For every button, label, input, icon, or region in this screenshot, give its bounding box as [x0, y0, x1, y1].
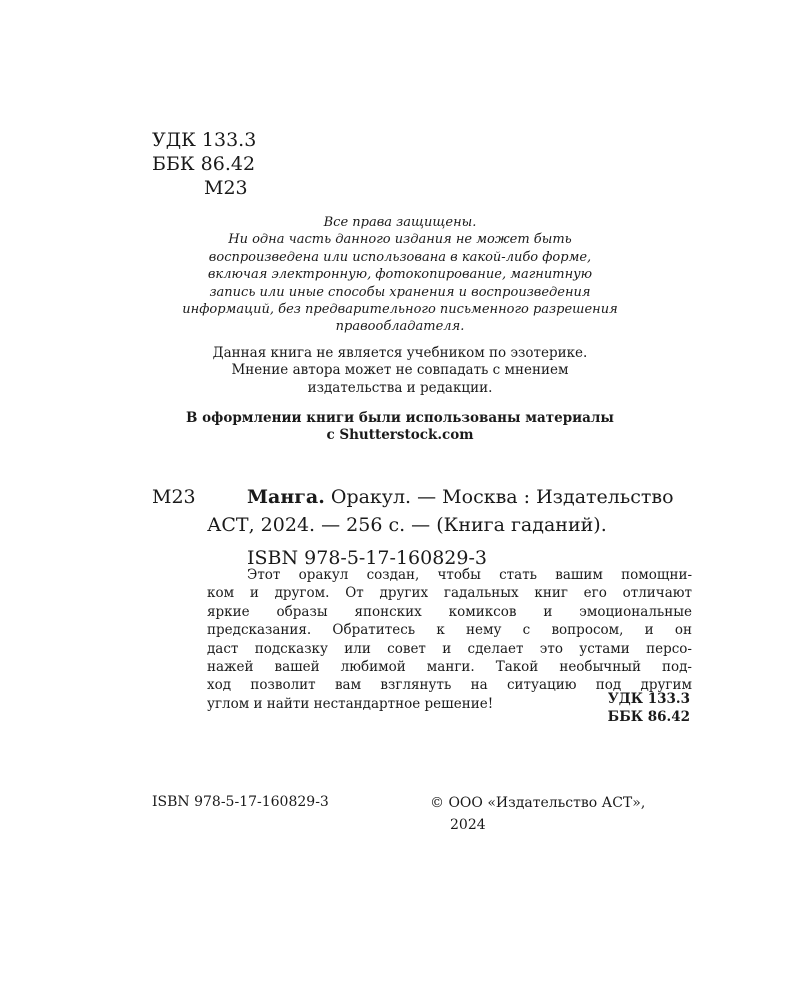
disclaimer-line: издательства и редакции.: [307, 379, 493, 396]
disclaimer-line: Мнение автора может не совпадать с мнением: [231, 362, 569, 379]
record-line-2: АСТ, 2024. — 256 с. — (Книга гаданий).: [207, 514, 607, 536]
record-author-mark: М23: [152, 486, 196, 508]
author-mark: М23: [204, 177, 248, 199]
udk-code: УДК 133.3: [152, 129, 257, 151]
annotation-line: предсказания. Обратитесь к нему с вопросом, и он: [207, 622, 692, 639]
rights-notice: [140, 214, 660, 336]
rights-line: воспроизведена или использована в какой-либо форме,: [208, 249, 592, 265]
rights-line: Все права защищены.: [323, 215, 477, 230]
annotation-line: яркие образы японских комиксов и эмоциональные: [207, 603, 692, 620]
disclaimer: [140, 345, 660, 397]
annotation-codes: [608, 690, 690, 727]
annotation-line: даст подсказку или совет и сделает это устами персо-: [207, 640, 692, 657]
record-title: Манга.: [247, 486, 325, 508]
rights-line: включая электронную, фотокопирование, магнитную: [207, 267, 593, 283]
classification-block: [152, 128, 256, 200]
annotation-line: ком и другом. От других гадальных книг его отличают: [207, 585, 692, 602]
annotation-udk: УДК 133.3: [607, 691, 690, 707]
copyright-year: 2024: [450, 817, 486, 833]
rights-line: Ни одна часть данного издания не может быть: [228, 232, 572, 248]
footer-isbn: ISBN 978-5-17-160829-3: [152, 794, 329, 810]
annotation-line: нажей вашей любимой манги. Такой необычный под-: [207, 659, 692, 676]
rights-line: правообладателя.: [335, 319, 465, 335]
annotation-line: Этот оракул создан, чтобы стать вашим помощни-: [247, 567, 692, 583]
bbk-code: ББК 86.42: [152, 153, 256, 175]
rights-line: информаций, без предварительного письменного разрешения: [182, 302, 618, 318]
annotation-line: ход позволит вам взглянуть на ситуацию под другим: [207, 677, 692, 694]
footer-copyright: [430, 792, 645, 836]
image-credits: [140, 410, 660, 445]
annotation-bbk: ББК 86.42: [607, 709, 690, 726]
record-line-1: [207, 483, 692, 511]
credits-line: В оформлении книги были использованы материалы: [186, 410, 614, 426]
record-line-1-rest: Оракул. — Москва : Издательство: [324, 486, 674, 508]
copyright-holder: © ООО «Издательство АСТ»,: [430, 795, 646, 811]
rights-line: запись или иные способы хранения и воспроизведения: [209, 284, 591, 300]
bibliographic-record: [207, 483, 692, 572]
record-isbn: ISBN 978-5-17-160829-3: [247, 547, 487, 569]
credits-line: с Shutterstock.com: [326, 427, 474, 444]
disclaimer-line: Данная книга не является учебником по эзотерике.: [212, 345, 588, 361]
annotation-line: углом и найти нестандартное решение!: [207, 695, 494, 712]
